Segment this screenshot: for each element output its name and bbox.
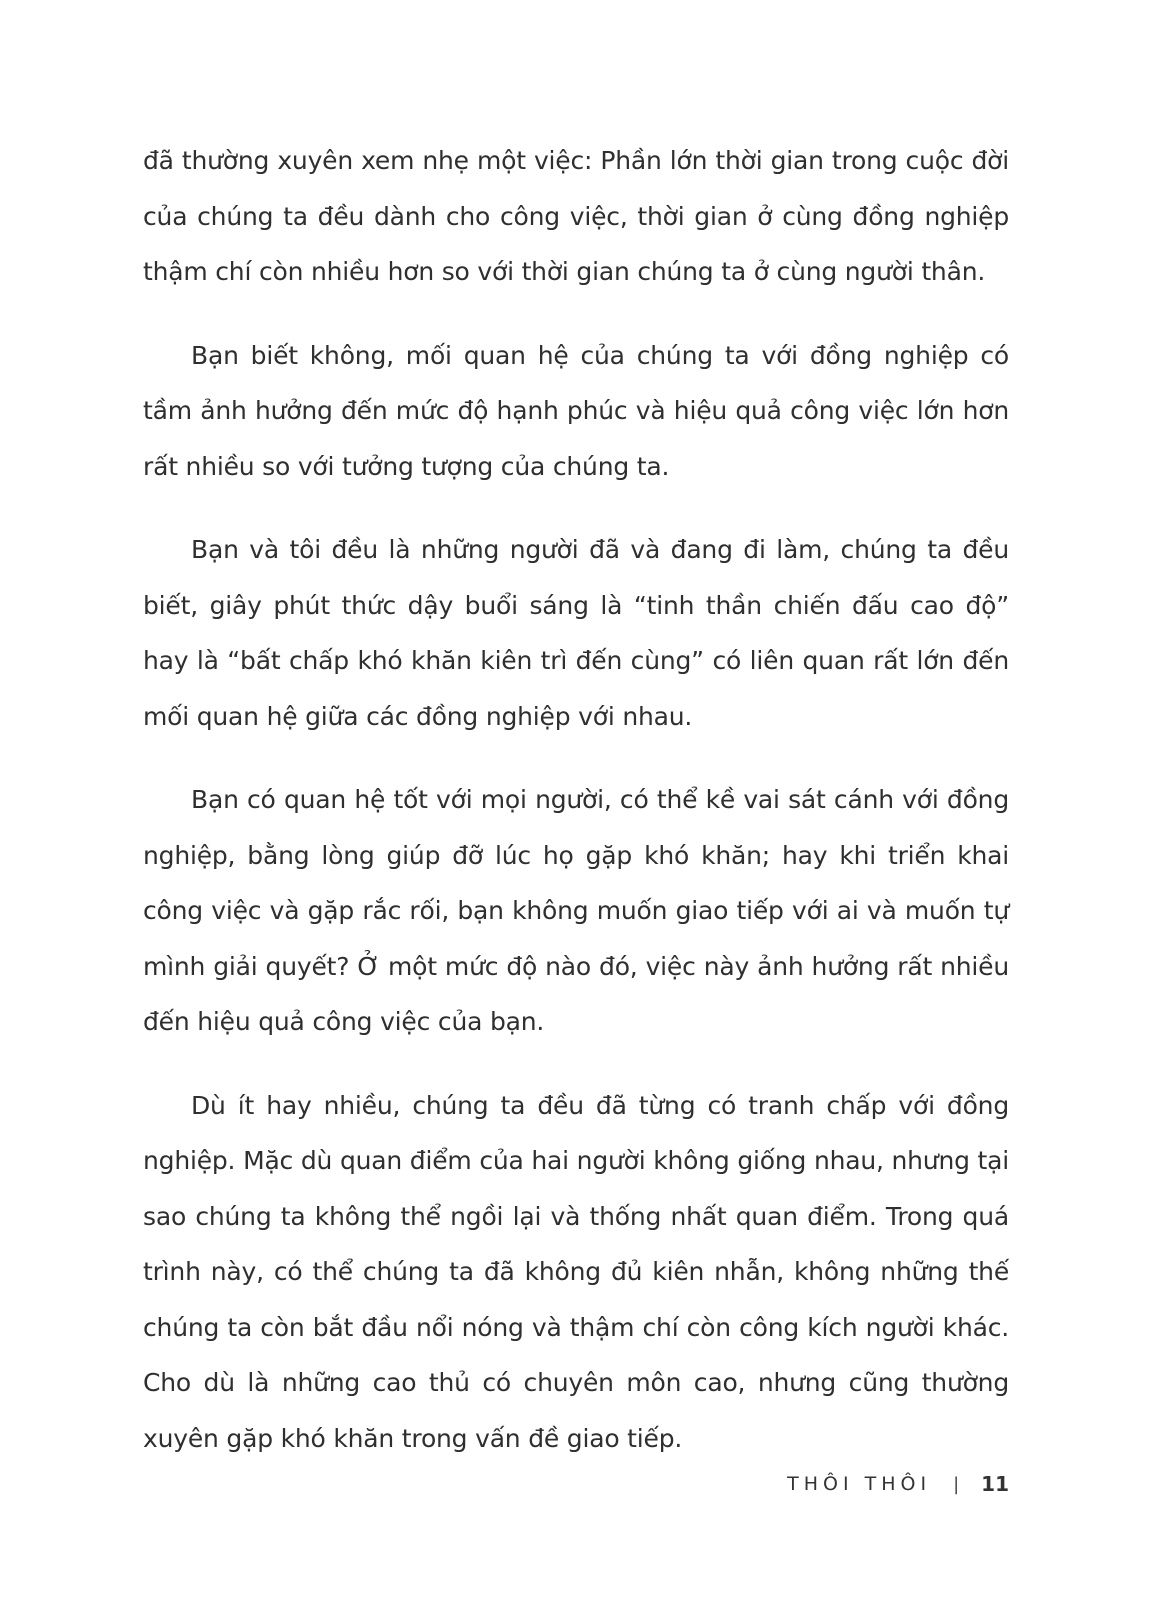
paragraph-2: Bạn biết không, mối quan hệ của chúng ta với đồng nghiệp có tầm ảnh hưởng đến mức độ hạnh phúc và hiệu quả công việc lớn hơn rất nhiều so với tưởng tượng của chúng ta. <box>143 340 1009 481</box>
footer-separator: | <box>953 1473 960 1495</box>
running-title: THÔI THÔI <box>787 1473 932 1495</box>
paragraph-5: Dù ít hay nhiều, chúng ta đều đã từng có tranh chấp với đồng nghiệp. Mặc dù quan điểm của hai người không giống nhau, nhưng tại sao chúng ta không thể ngồi lại và thống nhất quan điểm. Trong quá trình này, có thể chúng ta đã không đủ kiên nhẫn, không những thế chúng ta còn bắt đầu nổi nóng và thậm chí còn công kích người khác. Cho dù là những cao thủ có chuyên môn cao, nhưng cũng thường xuyên gặp khó khăn trong vấn đề giao tiếp. <box>143 1090 1009 1453</box>
paragraph-1: đã thường xuyên xem nhẹ một việc: Phần lớn thời gian trong cuộc đời của chúng ta đều dành cho công việc, thời gian ở cùng đồng nghiệp thậm chí còn nhiều hơn so với thời gian chúng ta ở cùng người thân. <box>143 146 1009 286</box>
paragraph-3: Bạn và tôi đều là những người đã và đang đi làm, chúng ta đều biết, giây phút thức dậy buổi sáng là “tinh thần chiến đấu cao độ” hay là “bất chấp khó khăn kiên trì đến cùng” có liên quan rất lớn đến mối quan hệ giữa các đồng nghiệp với nhau. <box>143 535 1009 731</box>
page-number: 11 <box>981 1472 1009 1496</box>
page-footer <box>787 1472 1009 1496</box>
paragraph-4: Bạn có quan hệ tốt với mọi người, có thể kề vai sát cánh với đồng nghiệp, bằng lòng giúp đỡ lúc họ gặp khó khăn; hay khi triển khai công việc và gặp rắc rối, bạn không muốn giao tiếp với ai và muốn tự mình giải quyết? Ở một mức độ nào đó, việc này ảnh hưởng rất nhiều đến hiệu quả công việc của bạn. <box>143 785 1009 1036</box>
page-body <box>143 133 1009 1494</box>
